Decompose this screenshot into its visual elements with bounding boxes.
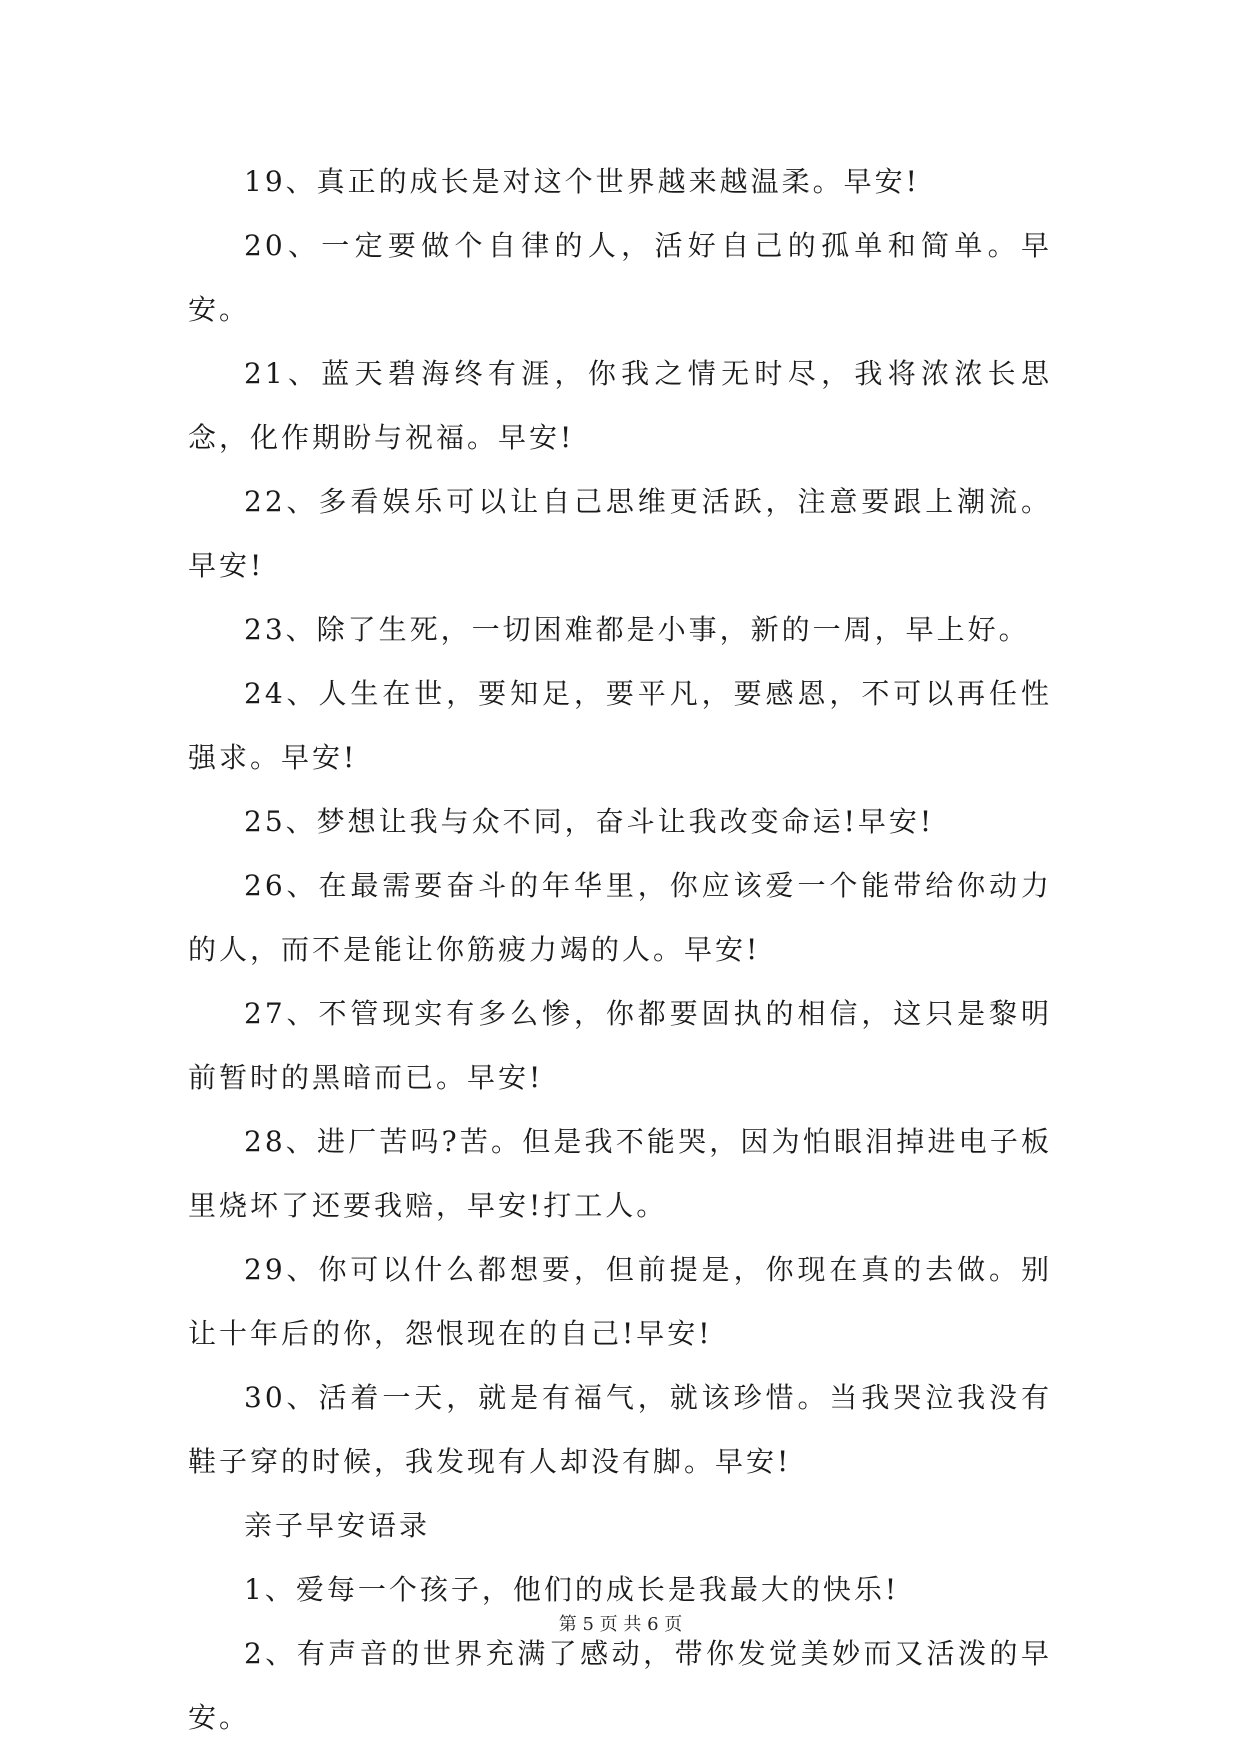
page-footer: 第 5 页 共 6 页: [558, 1614, 683, 1635]
paragraph-20: 20、一定要做个自律的人，活好自己的孤单和简单。早安。: [188, 229, 1052, 326]
paragraph-28: 28、进厂苦吗?苦。但是我不能哭，因为怕眼泪掉进电子板里烧坏了还要我赔，早安!打工人。: [188, 1125, 1052, 1222]
paragraph-19: 19、真正的成长是对这个世界越来越温柔。早安!: [244, 165, 920, 198]
paragraph-30: 30、活着一天，就是有福气，就该珍惜。当我哭泣我没有鞋子穿的时候，我发现有人却没有脚。早安!: [188, 1381, 1052, 1478]
paragraph-26: 26、在最需要奋斗的年华里，你应该爱一个能带给你动力的人，而不是能让你筋疲力竭的人。早安!: [188, 869, 1052, 966]
section-heading: 亲子早安语录: [244, 1509, 431, 1542]
paragraph-24: 24、人生在世，要知足，要平凡，要感恩，不可以再任性强求。早安!: [188, 677, 1052, 774]
paragraph-22: 22、多看娱乐可以让自己思维更活跃，注意要跟上潮流。早安!: [188, 485, 1052, 582]
paragraph-27: 27、不管现实有多么惨，你都要固执的相信，这只是黎明前暂时的黑暗而已。早安!: [188, 997, 1052, 1094]
paragraph-23: 23、除了生死，一切困难都是小事，新的一周，早上好。: [244, 613, 1030, 646]
paragraph-child-1: 1、爱每一个孩子，他们的成长是我最大的快乐!: [244, 1573, 900, 1606]
paragraph-29: 29、你可以什么都想要，但前提是，你现在真的去做。别让十年后的你，怨恨现在的自己!早安!: [188, 1253, 1052, 1350]
paragraph-21: 21、蓝天碧海终有涯，你我之情无时尽，我将浓浓长思念，化作期盼与祝福。早安!: [188, 357, 1052, 454]
document-body: [188, 150, 1052, 1750]
paragraph-child-2: 2、有声音的世界充满了感动，带你发觉美妙而又活泼的早安。: [188, 1637, 1052, 1734]
paragraph-25: 25、梦想让我与众不同，奋斗让我改变命运!早安!: [244, 805, 935, 838]
